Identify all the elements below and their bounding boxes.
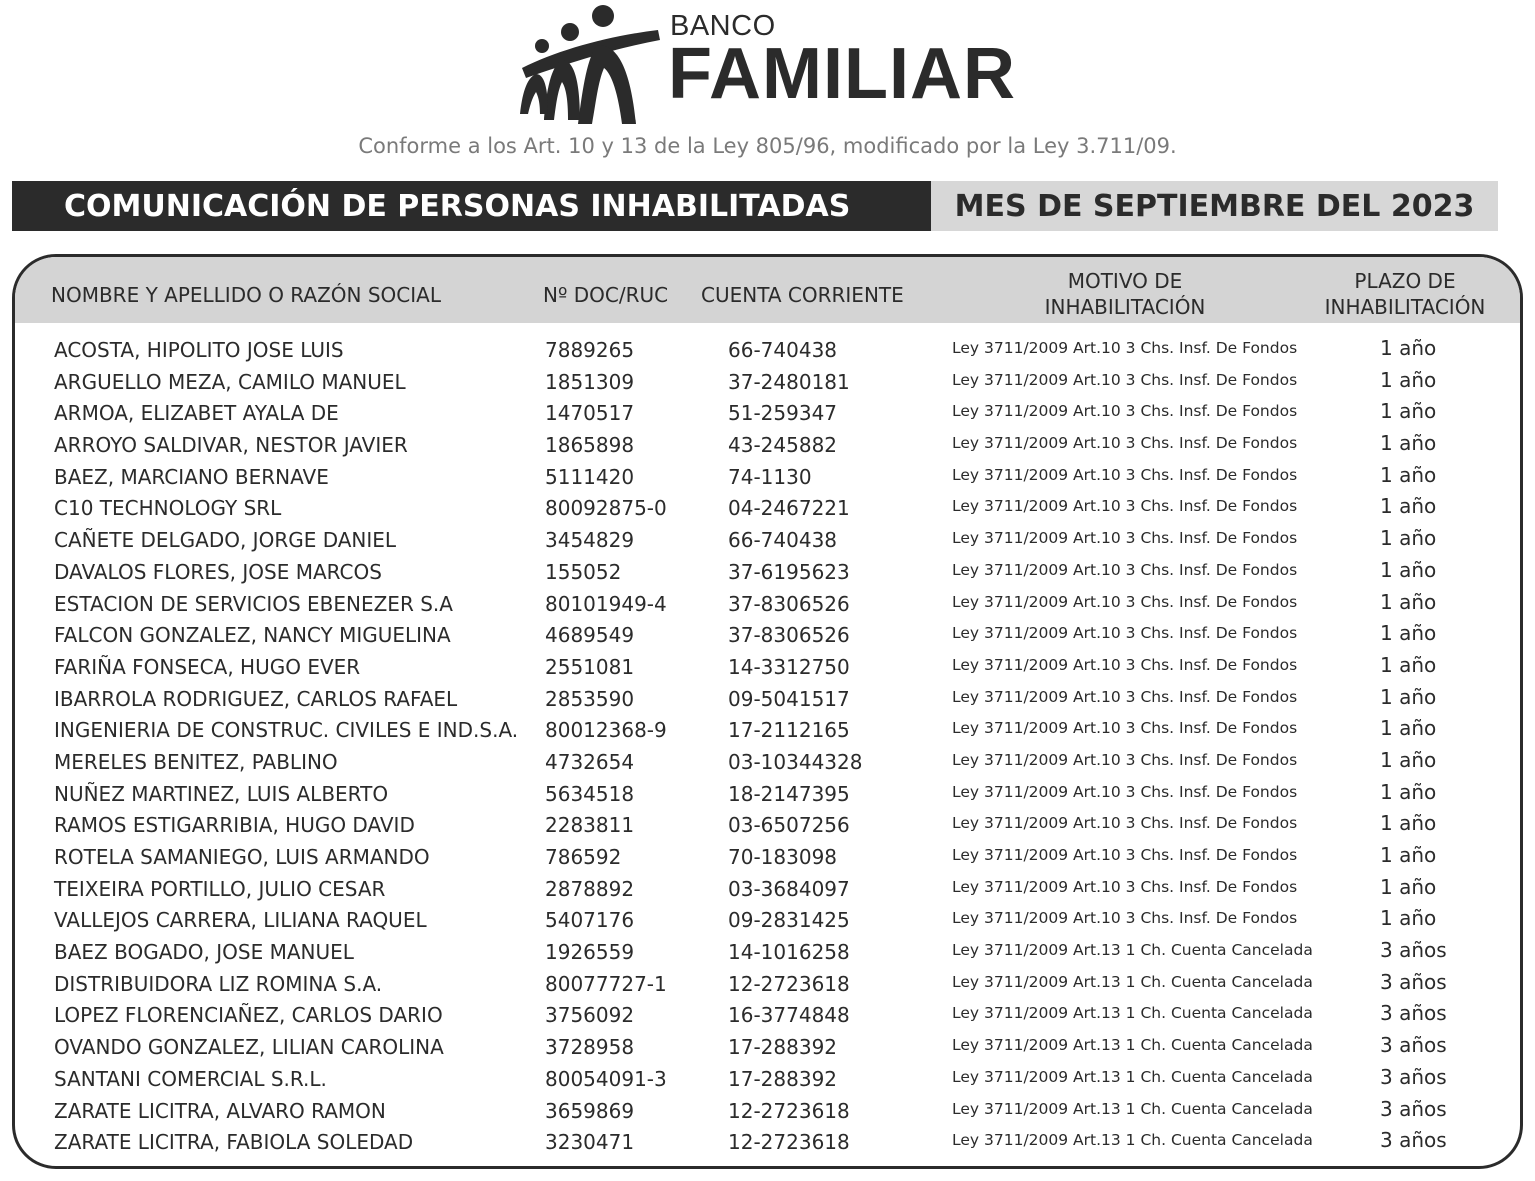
cell-doc: 786592 [545,845,622,869]
cell-account: 66-740438 [728,338,838,362]
header-account: CUENTA CORRIENTE [701,283,904,307]
table-row [15,1000,1520,1032]
header-reason-line2: INHABILITACIÓN [1044,295,1206,319]
cell-doc: 80092875-0 [545,496,667,521]
cell-term: 1 año [1380,367,1437,392]
table-row [15,1096,1520,1128]
cell-name: TEIXEIRA PORTILLO, JULIO CESAR [54,876,386,901]
table-row [15,810,1520,842]
cell-doc: 80101949-4 [545,591,667,616]
cell-account: 09-5041517 [728,686,850,711]
cell-name: VALLEJOS CARRERA, LILIANA RAQUEL [54,908,427,933]
cell-term: 3 años [1380,1033,1447,1058]
cell-term: 1 año [1380,621,1437,646]
cell-doc: 1926559 [545,940,635,965]
cell-account: 16-3774848 [728,1003,850,1028]
cell-reason: Ley 3711/2009 Art.10 3 Chs. Insf. De Fondos [952,434,1298,453]
header-term-line1: PLAZO DE [1354,269,1456,293]
cell-doc: 5407176 [545,908,635,933]
header-term [1305,268,1505,320]
cell-doc: 3230471 [545,1130,635,1155]
cell-reason: Ley 3711/2009 Art.10 3 Chs. Insf. De Fondos [952,814,1298,833]
cell-account: 03-3684097 [728,876,850,901]
cell-term: 1 año [1380,399,1437,424]
cell-term: 1 año [1380,494,1437,519]
cell-doc: 80012368-9 [545,718,667,743]
cell-name: MERELES BENITEZ, PABLINO [54,749,338,774]
cell-reason: Ley 3711/2009 Art.10 3 Chs. Insf. De Fondos [952,370,1298,389]
cell-reason: Ley 3711/2009 Art.10 3 Chs. Insf. De Fondos [952,402,1298,421]
cell-account: 70-183098 [728,845,838,869]
cell-term: 1 año [1380,716,1437,741]
cell-term: 3 años [1380,969,1447,994]
cell-account: 12-2723618 [728,1098,850,1123]
cell-doc: 155052 [545,559,622,584]
cell-term: 1 año [1380,811,1437,836]
table-row [15,747,1520,779]
cell-name: IBARROLA RODRIGUEZ, CARLOS RAFAEL [54,686,458,711]
cell-term: 1 año [1380,526,1437,551]
cell-doc: 80077727-1 [545,971,667,996]
cell-name: OVANDO GONZALEZ, LILIAN CAROLINA [54,1035,444,1060]
table-row [15,905,1520,937]
cell-term: 3 años [1380,1001,1447,1026]
cell-name: DAVALOS FLORES, JOSE MARCOS [54,559,382,584]
cell-name: INGENIERIA DE CONSTRUC. CIVILES E IND.S.A. [54,718,519,743]
cell-account: 17-288392 [728,1035,838,1060]
cell-term: 1 año [1380,843,1437,867]
cell-doc: 1865898 [545,433,635,458]
table-row [15,684,1520,716]
cell-account: 09-2831425 [728,908,850,933]
cell-name: ARMOA, ELIZABET AYALA DE [54,401,339,426]
cell-term: 1 año [1380,431,1437,456]
cell-name: ZARATE LICITRA, ALVARO RAMON [54,1098,386,1123]
cell-doc: 3756092 [545,1003,635,1028]
cell-account: 51-259347 [728,401,838,426]
family-figures-icon [518,2,668,127]
cell-term: 1 año [1380,652,1437,677]
cell-account: 03-6507256 [728,813,850,838]
cell-reason: Ley 3711/2009 Art.13 1 Ch. Cuenta Cancelada [952,1004,1313,1023]
cell-name: ROTELA SAMANIEGO, LUIS ARMANDO [54,845,430,869]
cell-reason: Ley 3711/2009 Art.10 3 Chs. Insf. De Fondos [952,909,1298,928]
table-row [15,493,1520,525]
table-row [15,398,1520,430]
banner-title [12,181,931,231]
table-row [15,937,1520,969]
cell-name: BAEZ BOGADO, JOSE MANUEL [54,940,354,965]
cell-doc: 5111420 [545,464,635,489]
bank-logo [518,2,1018,127]
cell-account: 03-10344328 [728,749,863,774]
cell-reason: Ley 3711/2009 Art.13 1 Ch. Cuenta Cancelada [952,1067,1313,1086]
cell-reason: Ley 3711/2009 Art.10 3 Chs. Insf. De Fondos [952,339,1298,357]
table-row [15,652,1520,684]
table-row [15,589,1520,621]
cell-term: 1 año [1380,684,1437,709]
cell-reason: Ley 3711/2009 Art.10 3 Chs. Insf. De Fondos [952,624,1298,643]
cell-name: BAEZ, MARCIANO BERNAVE [54,464,329,489]
cell-doc: 3659869 [545,1098,635,1123]
cell-reason: Ley 3711/2009 Art.10 3 Chs. Insf. De Fondos [952,465,1298,484]
cell-term: 1 año [1380,747,1437,772]
table-row [15,1064,1520,1096]
cell-term: 1 año [1380,557,1437,582]
cell-reason: Ley 3711/2009 Art.10 3 Chs. Insf. De Fondos [952,782,1298,801]
cell-reason: Ley 3711/2009 Art.13 1 Ch. Cuenta Cancelada [952,1036,1313,1055]
banner-period [931,181,1498,231]
cell-reason: Ley 3711/2009 Art.10 3 Chs. Insf. De Fondos [952,877,1298,896]
cell-doc: 7889265 [545,338,635,362]
cell-reason: Ley 3711/2009 Art.10 3 Chs. Insf. De Fondos [952,592,1298,611]
cell-reason: Ley 3711/2009 Art.10 3 Chs. Insf. De Fondos [952,846,1298,864]
cell-reason: Ley 3711/2009 Art.10 3 Chs. Insf. De Fondos [952,750,1298,769]
brand-prefix: BANCO [670,10,776,42]
table-row [15,715,1520,747]
cell-reason: Ley 3711/2009 Art.10 3 Chs. Insf. De Fondos [952,529,1298,548]
cell-account: 14-3312750 [728,654,850,679]
cell-account: 12-2723618 [728,1130,850,1155]
cell-account: 37-8306526 [728,623,850,648]
cell-doc: 3728958 [545,1035,635,1060]
cell-name: NUÑEZ MARTINEZ, LUIS ALBERTO [54,781,389,806]
brand-name: FAMILIAR [668,34,1016,114]
table-row [15,1127,1520,1159]
table-row [15,620,1520,652]
cell-doc: 4732654 [545,749,635,774]
cell-term: 1 año [1380,779,1437,804]
header-name: NOMBRE Y APELLIDO O RAZÓN SOCIAL [51,283,441,307]
cell-name: FALCON GONZALEZ, NANCY MIGUELINA [54,623,451,648]
table-row [15,367,1520,399]
cell-doc: 2853590 [545,686,635,711]
cell-term: 3 años [1380,938,1447,963]
table-header [15,257,1520,323]
cell-account: 04-2467221 [728,496,850,521]
cell-account: 18-2147395 [728,781,850,806]
cell-account: 66-740438 [728,528,838,553]
cell-name: ARGUELLO MEZA, CAMILO MANUEL [54,369,406,394]
cell-account: 17-2112165 [728,718,850,743]
table-row [15,874,1520,906]
cell-term: 1 año [1380,336,1437,360]
table-row [15,969,1520,1001]
cell-term: 1 año [1380,462,1437,487]
table-row [15,557,1520,589]
cell-account: 14-1016258 [728,940,850,965]
disqualified-persons-table [12,254,1523,1169]
cell-account: 12-2723618 [728,971,850,996]
cell-name: ZARATE LICITRA, FABIOLA SOLEDAD [54,1130,414,1155]
table-body [15,335,1520,1159]
cell-name: CAÑETE DELGADO, JORGE DANIEL [54,528,397,553]
cell-account: 17-288392 [728,1066,838,1091]
cell-term: 1 año [1380,874,1437,899]
table-row [15,1032,1520,1064]
cell-doc: 2283811 [545,813,635,838]
banner-title-text: COMUNICACIÓN DE PERSONAS INHABILITADAS [64,188,851,224]
cell-doc: 4689549 [545,623,635,648]
cell-reason: Ley 3711/2009 Art.10 3 Chs. Insf. De Fondos [952,687,1298,706]
cell-term: 3 años [1380,1096,1447,1121]
cell-name: DISTRIBUIDORA LIZ ROMINA S.A. [54,971,383,996]
table-row [15,462,1520,494]
cell-account: 43-245882 [728,433,838,458]
cell-term: 3 años [1380,1128,1447,1153]
cell-account: 37-8306526 [728,591,850,616]
legal-subtitle: Conforme a los Art. 10 y 13 de la Ley 805/96, modificado por la Ley 3.711/09. [358,134,1177,158]
table-row [15,525,1520,557]
cell-name: FARIÑA FONSECA, HUGO EVER [54,654,361,679]
table-row [15,430,1520,462]
cell-doc: 5634518 [545,781,635,806]
header-term-line2: INHABILITACIÓN [1324,295,1486,319]
table-row [15,779,1520,811]
cell-name: ARROYO SALDIVAR, NESTOR JAVIER [54,433,408,458]
cell-reason: Ley 3711/2009 Art.13 1 Ch. Cuenta Cancelada [952,941,1313,960]
cell-name: ESTACION DE SERVICIOS EBENEZER S.A [54,591,453,616]
cell-doc: 3454829 [545,528,635,553]
cell-doc: 1851309 [545,369,635,394]
cell-name: LOPEZ FLORENCIAÑEZ, CARLOS DARIO [54,1003,443,1028]
cell-reason: Ley 3711/2009 Art.13 1 Ch. Cuenta Cancelada [952,1131,1313,1150]
cell-reason: Ley 3711/2009 Art.10 3 Chs. Insf. De Fondos [952,719,1298,738]
cell-account: 37-6195623 [728,559,850,584]
cell-reason: Ley 3711/2009 Art.13 1 Ch. Cuenta Cancelada [952,1099,1313,1118]
cell-account: 37-2480181 [728,369,850,394]
header-reason-line1: MOTIVO DE [1067,269,1183,293]
table-row [15,842,1520,874]
header-doc: Nº DOC/RUC [543,283,669,307]
cell-reason: Ley 3711/2009 Art.13 1 Ch. Cuenta Cancelada [952,972,1313,991]
cell-name: RAMOS ESTIGARRIBIA, HUGO DAVID [54,813,415,838]
cell-name: C10 TECHNOLOGY SRL [54,496,282,521]
cell-term: 1 año [1380,906,1437,931]
cell-doc: 2878892 [545,876,635,901]
cell-name: SANTANI COMERCIAL S.R.L. [54,1066,327,1091]
table-row [15,335,1520,367]
cell-account: 74-1130 [728,464,812,489]
cell-name: ACOSTA, HIPOLITO JOSE LUIS [54,338,344,362]
cell-term: 3 años [1380,1064,1447,1089]
header-reason [1025,268,1225,320]
cell-doc: 1470517 [545,401,635,426]
cell-reason: Ley 3711/2009 Art.10 3 Chs. Insf. De Fondos [952,560,1298,579]
cell-term: 1 año [1380,589,1437,614]
cell-reason: Ley 3711/2009 Art.10 3 Chs. Insf. De Fondos [952,497,1298,516]
cell-doc: 2551081 [545,654,635,679]
cell-reason: Ley 3711/2009 Art.10 3 Chs. Insf. De Fondos [952,655,1298,674]
banner-period-text: MES DE SEPTIEMBRE DEL 2023 [954,188,1475,224]
cell-doc: 80054091-3 [545,1066,667,1091]
